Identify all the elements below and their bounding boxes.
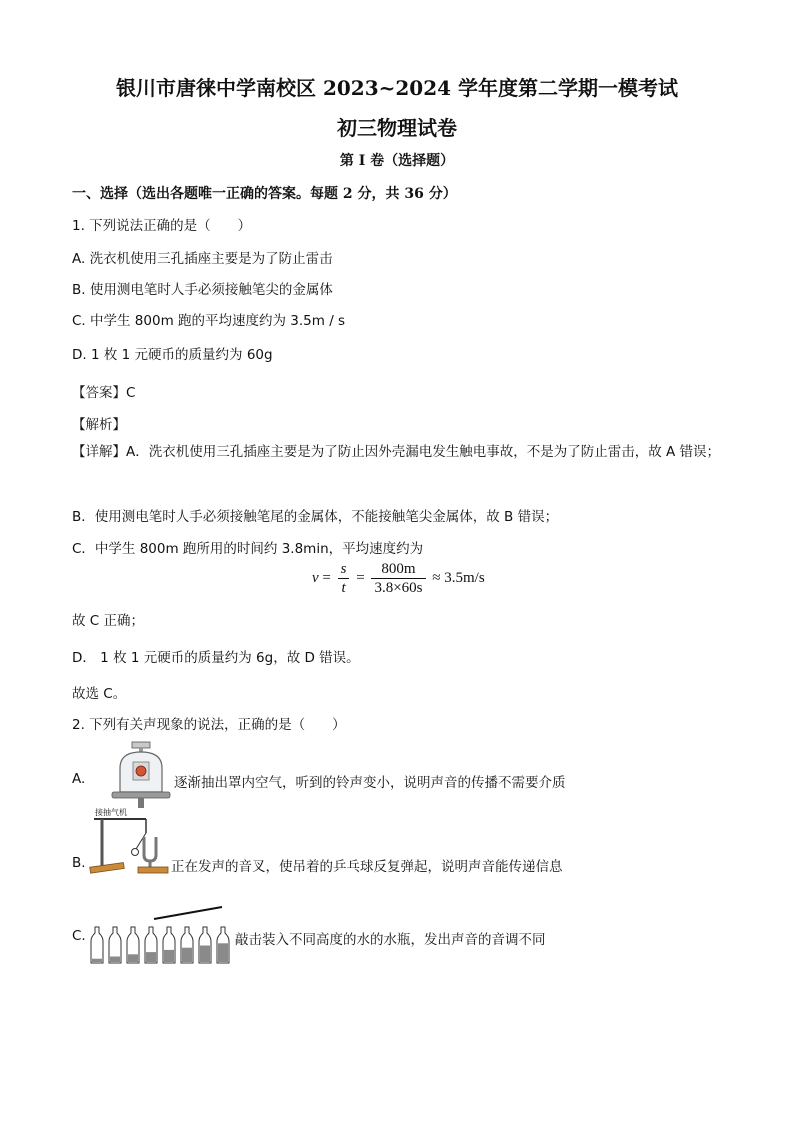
- formula-frac1-den: t: [341, 580, 346, 596]
- q1-conclusion: 故选 C。: [72, 686, 127, 702]
- q1-detail-a: 【详解】A．洗衣机使用三孔插座主要是为了防止因外壳漏电发生触电事故，不是为了防止雷击，故 A 错误；: [72, 444, 721, 460]
- water-bottle: [145, 927, 157, 963]
- formula-frac2-num: 800m: [371, 560, 425, 579]
- formula-fraction-s-over-t: [338, 560, 350, 597]
- q2-option-b-letter: B.: [72, 855, 86, 871]
- water-bottle: [127, 927, 139, 963]
- q1-option-d: D. 1 枚 1 元硬币的质量约为 60g: [72, 347, 273, 363]
- q1-analysis-label: 【解析】: [72, 417, 126, 433]
- formula-lhs: v: [312, 569, 319, 586]
- exam-subtitle: 初三物理试卷: [337, 116, 457, 140]
- water-bottles-figure: [88, 905, 236, 967]
- q2-option-c-letter: C.: [72, 928, 86, 944]
- q1-stem: 1. 下列说法正确的是（ ）: [72, 218, 252, 234]
- formula-fraction-values: [371, 560, 425, 597]
- q1-option-b: B. 使用测电笔时人手必须接触笔尖的金属体: [72, 282, 333, 298]
- water-bottle: [181, 927, 193, 963]
- q1-answer: [72, 381, 135, 401]
- q1-detail-d: D． 1 枚 1 元硬币的质量约为 6g，故 D 错误。: [72, 650, 360, 666]
- formula-result: ≈ 3.5m/s: [432, 569, 485, 586]
- formula-frac2-den: 3.8×60s: [374, 580, 423, 596]
- q1-detail-b: B．使用测电笔时人手必须接触笔尾的金属体，不能接触笔尖金属体，故 B 错误；: [72, 509, 559, 525]
- formula-eq-2: =: [356, 569, 365, 586]
- volume-heading: 第 I 卷（选择题）: [339, 153, 455, 169]
- section-heading: 一、选择（选出各题唯一正确的答案。每题 2 分，共 36 分）: [72, 186, 457, 202]
- q2-stem: 2. 下列有关声现象的说法，正确的是（ ）: [72, 717, 346, 733]
- answer-label: 【答案】: [72, 385, 126, 401]
- striking-stick: [154, 907, 222, 919]
- q1-c-correct: 故 C 正确；: [72, 613, 145, 629]
- answer-value: C: [126, 385, 136, 401]
- q2-option-c-text: 敲击装入不同高度的水的水瓶，发出声音的音调不同: [235, 932, 546, 948]
- q1-option-a: A. 洗衣机使用三孔插座主要是为了防止雷击: [72, 251, 333, 267]
- q2-option-b-text: 正在发声的音叉，使吊着的乒乓球反复弹起，说明声音能传递信息: [171, 859, 563, 875]
- pump-label: 接抽气机: [95, 808, 127, 817]
- tuning-fork-figure: [88, 815, 172, 875]
- formula-frac1-num: s: [338, 560, 350, 579]
- bell-jar-figure: [108, 740, 174, 810]
- q2-option-a-letter: A.: [72, 771, 86, 787]
- water-bottle: [217, 927, 229, 963]
- water-bottle: [163, 927, 175, 963]
- speed-formula: [312, 560, 485, 600]
- exam-title: 银川市唐徕中学南校区 2023~2024 学年度第二学期一模考试: [115, 76, 678, 100]
- water-bottle: [109, 927, 121, 963]
- formula-eq-1: =: [322, 569, 331, 586]
- q2-option-a-text: 逐渐抽出罩内空气，听到的铃声变小，说明声音的传播不需要介质: [174, 775, 566, 791]
- q1-option-c: C. 中学生 800m 跑的平均速度约为 3.5m / s: [72, 313, 346, 329]
- water-bottle: [199, 927, 211, 963]
- q1-detail-c: C．中学生 800m 跑所用的时间约 3.8min，平均速度约为: [72, 541, 424, 557]
- water-bottle: [91, 927, 103, 963]
